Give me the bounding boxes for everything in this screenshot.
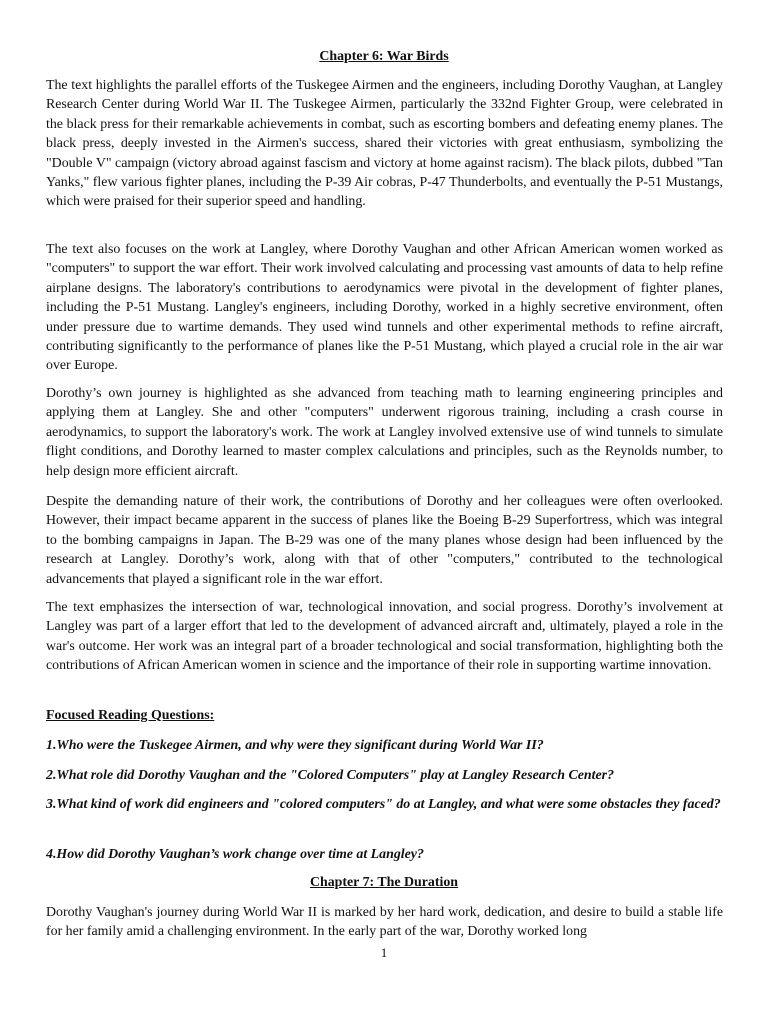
question-3: 3.What kind of work did engineers and "colored computers" do at Langley, and what were some obstacles they faced? (46, 797, 721, 812)
questions-heading: Focused Reading Questions: (46, 708, 215, 723)
chapter-6-paragraph-3: Dorothy’s own journey is highlighted as she advanced from teaching math to learning engineering principles and applying them at Langley. She and other "computers" underwent rigorous training, including a crash course in aerodynamics, to support the laboratory's work. The work at Langley involved extensive use of wind tunnels to simulate flight conditions, and Dorothy learned to master complex calculations and principles, such as the Reynolds number, to help design more efficient aircraft. (46, 386, 723, 479)
chapter-6-paragraph-2: The text also focuses on the work at Langley, where Dorothy Vaughan and other African American women worked as "computers" to support the war effort. Their work involved calculating and processing vast amounts of data to help refine airplane designs. The laboratory's contributions to aerodynamics were pivotal in the development of fighter planes, including the P-51 Mustang. Langley's engineers, including Dorothy, worked in a highly secretive environment, often under pressure due to wartime demands. They used wind tunnels and other experimental methods to refine aircraft, contributing significantly to the performance of planes like the P-51 Mustang, which played a crucial role in the air war over Europe. (46, 242, 723, 374)
chapter-6-paragraph-1: The text highlights the parallel efforts of the Tuskegee Airmen and the engineers, including Dorothy Vaughan, at Langley Research Center during World War II. The Tuskegee Airmen, particularly the 332nd Fighter Group, were celebrated in the black press for their remarkable achievements in combat, such as escorting bombers and defeating enemy planes. The black press, deeply invested in the Airmen's success, shared their victories with great enthusiasm, symbolizing the "Double V" campaign (victory abroad against fascism and victory at home against racism). The black pilots, dubbed "Tan Yanks," flew various fighter planes, including the P-39 Air cobras, P-47 Thunderbolts, and eventually the P-51 Mustangs, which were praised for their superior speed and handling. (46, 78, 723, 210)
question-4: 4.How did Dorothy Vaughan’s work change over time at Langley? (46, 847, 424, 862)
question-2: 2.What role did Dorothy Vaughan and the "Colored Computers" play at Langley Research Center? (46, 768, 615, 783)
chapter-6-paragraph-4: Despite the demanding nature of their work, the contributions of Dorothy and her colleagues were often overlooked. However, their impact became apparent in the success of planes like the Boeing B-29 Superfortress, which was integral to the bombing campaigns in Japan. The B-29 was one of the many planes whose design had been influenced by the research at Langley. Dorothy’s work, along with that of other "computers," contributed to the technological advancements that played a significant role in the war effort. (46, 494, 723, 587)
chapter-6-paragraph-5: The text emphasizes the intersection of war, technological innovation, and social progress. Dorothy’s involvement at Langley was part of a larger effort that led to the development of advanced aircraft and, ultimately, played a role in the war's outcome. Her work was an integral part of a broader technological and social transformation, highlighting both the contributions of African American women in science and the importance of their role in supporting wartime innovation. (46, 600, 723, 674)
chapter-6-title: Chapter 6: War Birds (319, 49, 449, 64)
chapter-7-paragraph-1: Dorothy Vaughan's journey during World War II is marked by her hard work, dedication, and desire to build a stable life for her family amid a challenging environment. In the early part of the war, Dorothy worked long (46, 905, 723, 940)
question-1: 1.Who were the Tuskegee Airmen, and why were they significant during World War II? (46, 738, 544, 753)
page-number: 1 (380, 945, 388, 960)
chapter-7-title: Chapter 7: The Duration (309, 875, 459, 890)
